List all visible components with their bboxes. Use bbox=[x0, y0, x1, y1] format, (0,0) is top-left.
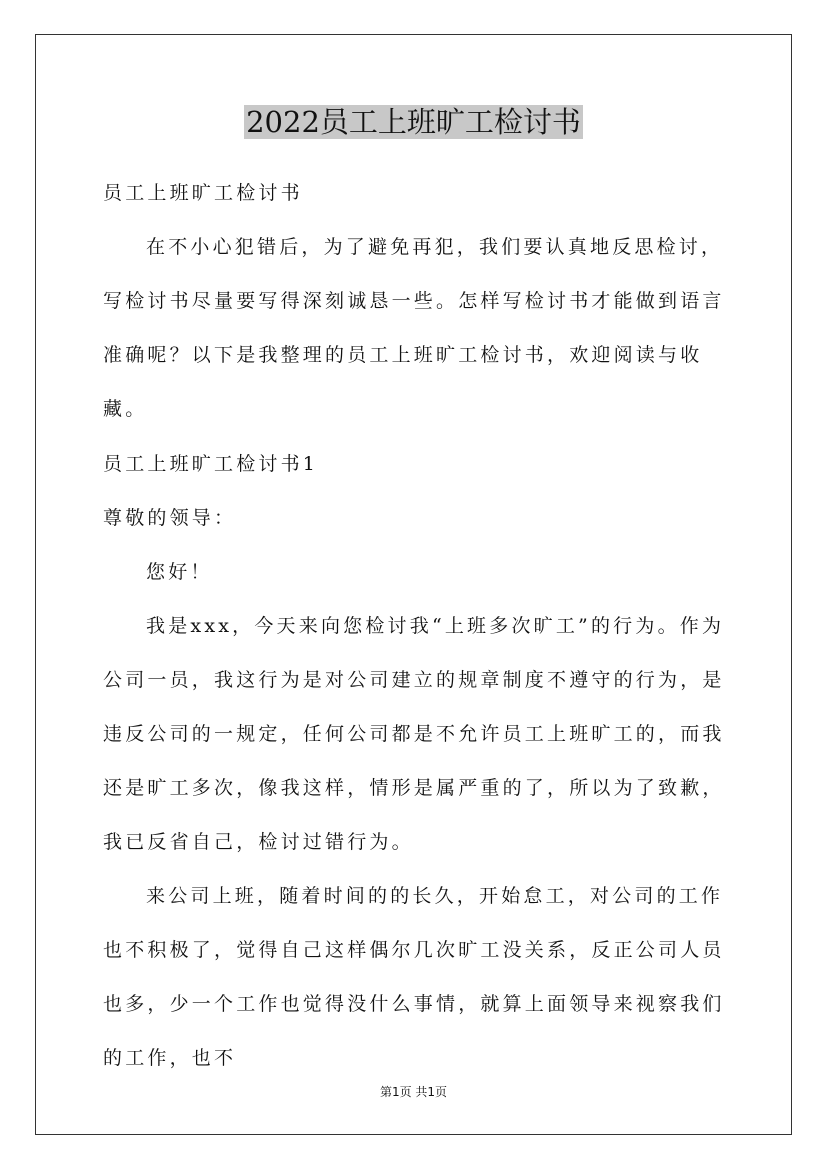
greeting: 您好！ bbox=[146, 561, 213, 583]
subtitle: 员工上班旷工检讨书 bbox=[103, 182, 303, 204]
page-footer: 第1页 共1页 bbox=[379, 1085, 448, 1099]
document-title-wrapper bbox=[0, 100, 827, 144]
body-paragraph-2: 来公司上班，随着时间的的长久，开始怠工，对公司的工作也不积极了，觉得自己这样偶尔几次旷工没关系，反正公司人员也多，少一个工作也觉得没什么事情，就算上面领导来视察我们的工作，也不 bbox=[103, 885, 725, 1069]
body-paragraph-1: 我是xxx，今天来向您检讨我“上班多次旷工”的行为。作为公司一员，我这行为是对公司建立的规章制度不遵守的行为，是违反公司的一规定，任何公司都是不允许员工上班旷工的，而我还是旷工多次，像我这样，情形是属严重的了，所以为了致歉，我已反省自己，检讨过错行为。 bbox=[103, 615, 725, 853]
intro-paragraph: 在不小心犯错后，为了避免再犯，我们要认真地反思检讨，写检讨书尽量要写得深刻诚恳一些。怎样写检讨书才能做到语言准确呢？以下是我整理的员工上班旷工检讨书，欢迎阅读与收藏。 bbox=[103, 236, 725, 420]
salutation: 尊敬的领导： bbox=[103, 507, 237, 529]
section-heading: 员工上班旷工检讨书1 bbox=[103, 453, 319, 475]
document-title: 2022员工上班旷工检讨书 bbox=[246, 105, 581, 139]
